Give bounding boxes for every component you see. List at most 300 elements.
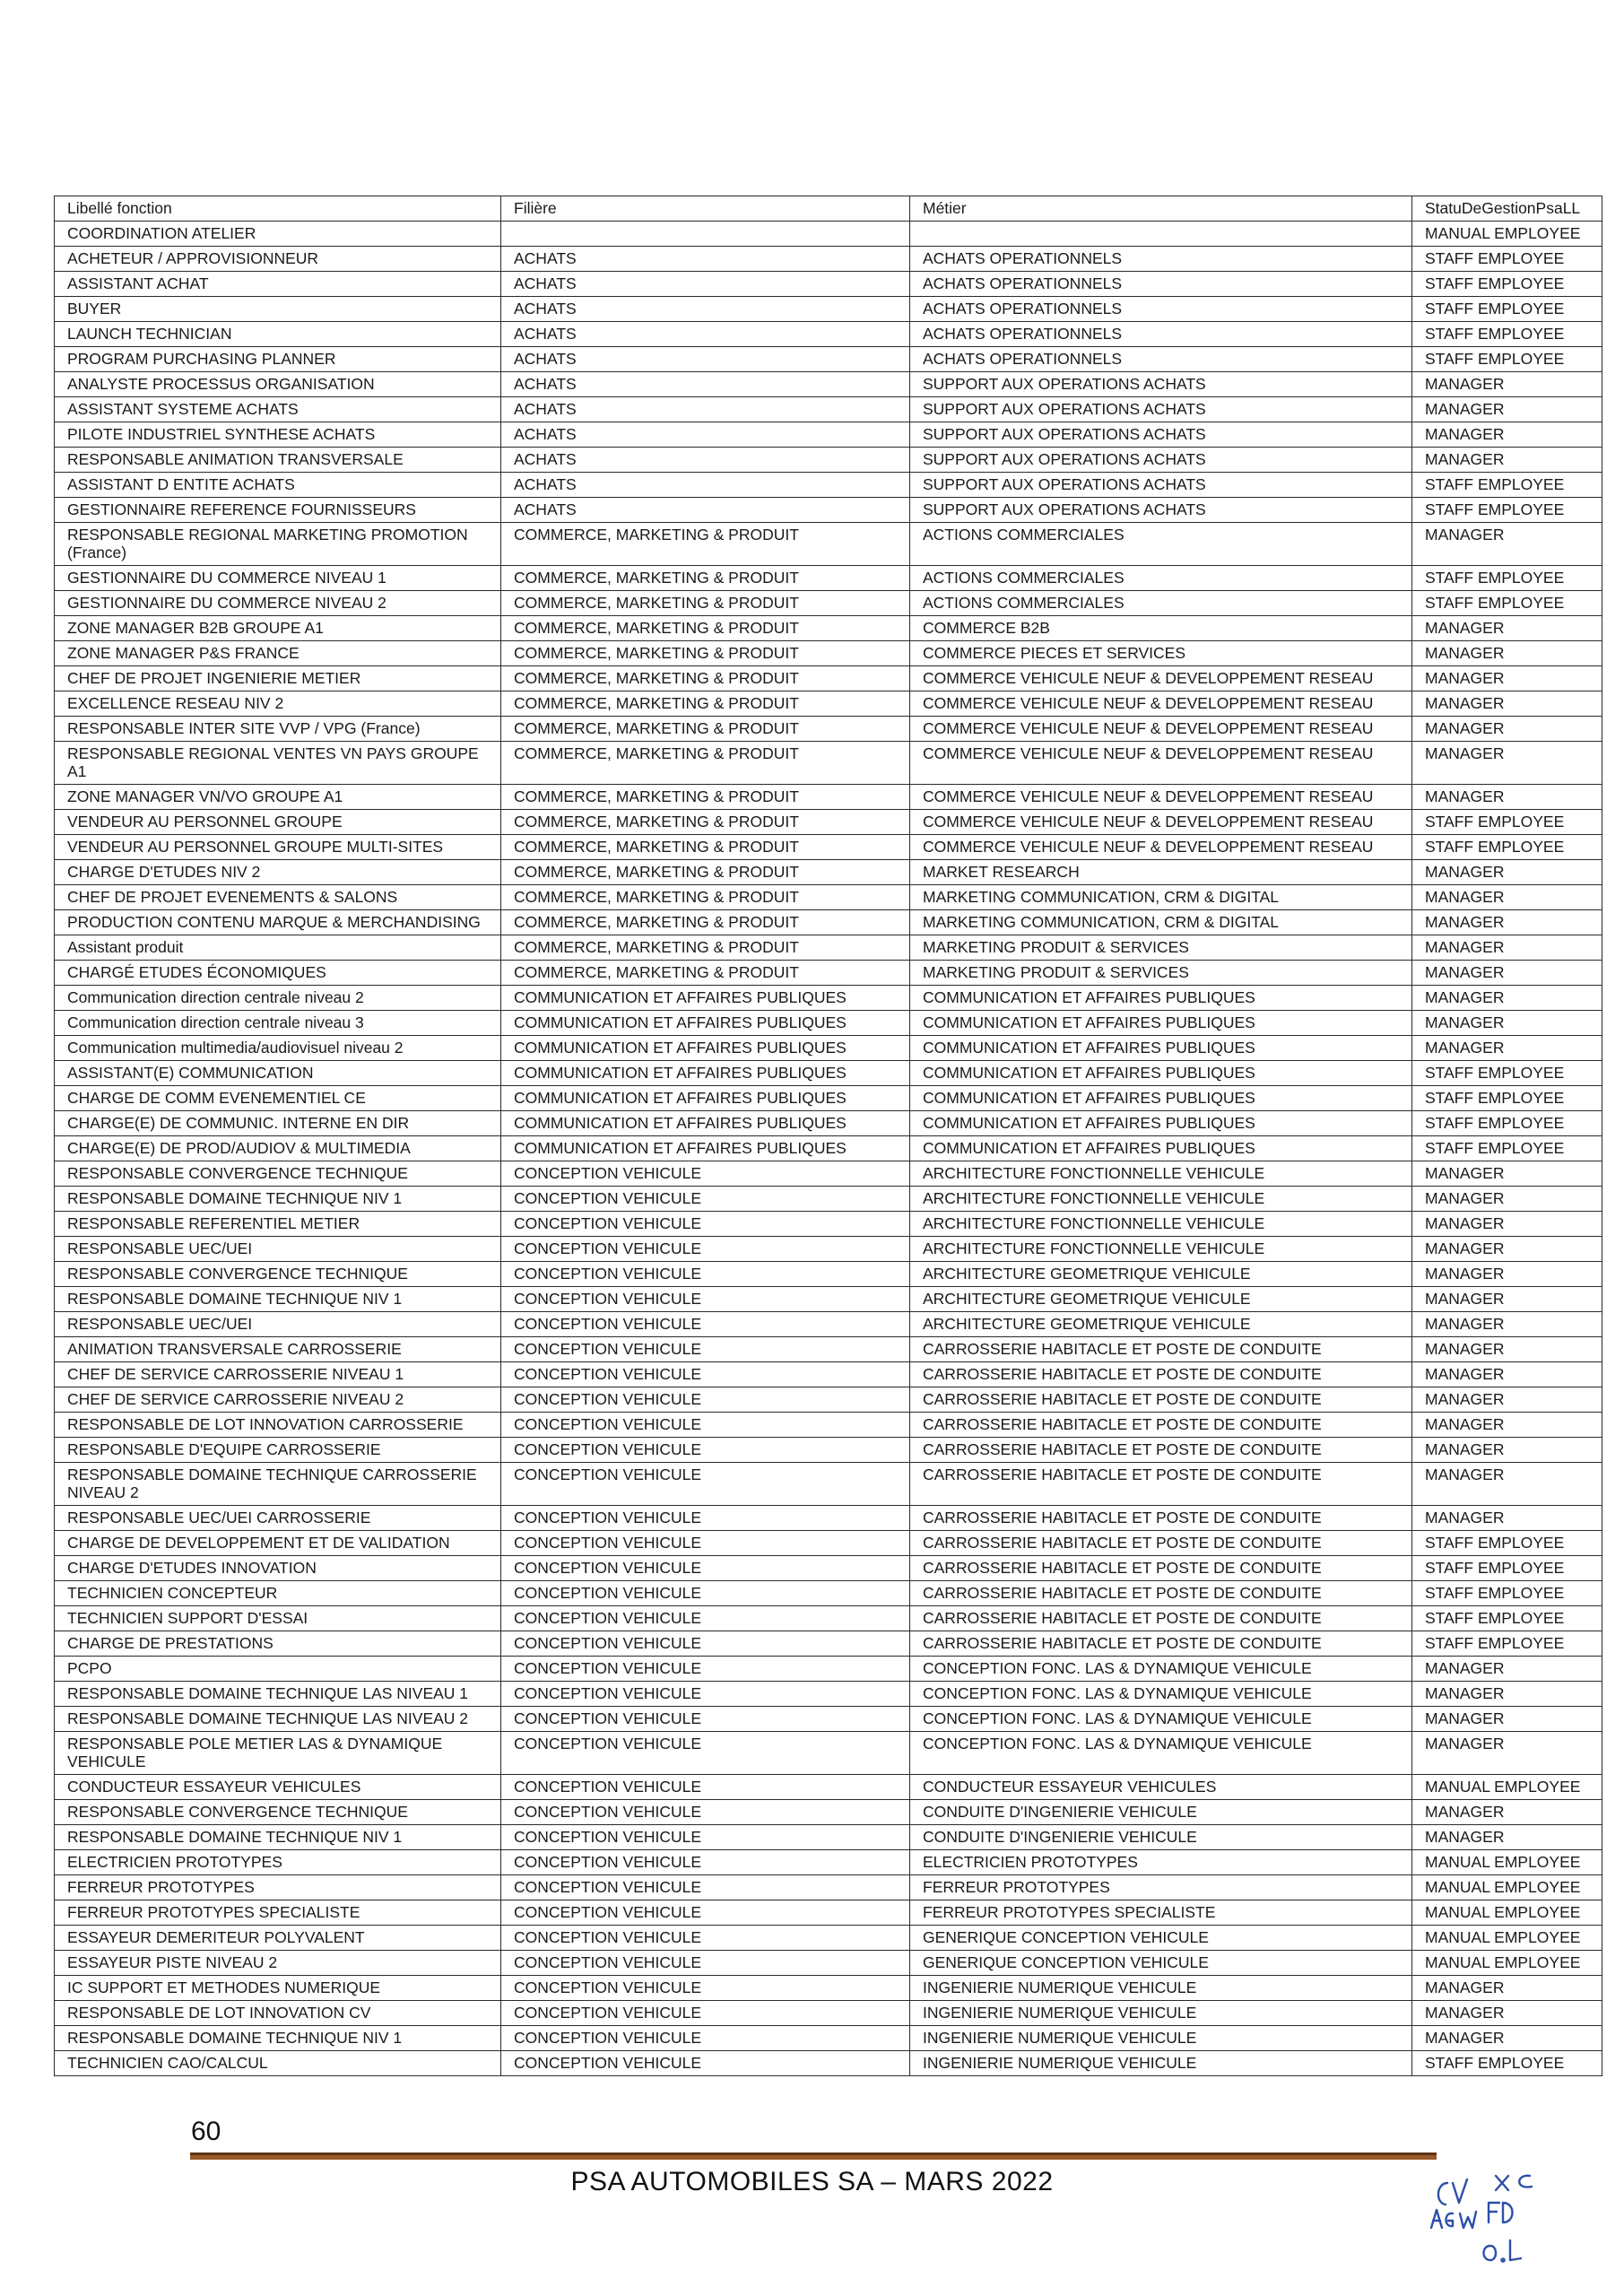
table-row: [55, 1875, 1602, 1900]
table-row: [55, 616, 1602, 641]
metier-cell: SUPPORT AUX OPERATIONS ACHATS: [910, 422, 1412, 448]
libelle-fonction-cell: CHARGE DE DEVELOPPEMENT ET DE VALIDATION: [55, 1531, 501, 1556]
filiere-cell: COMMERCE, MARKETING & PRODUIT: [501, 885, 910, 910]
metier-cell: COMMERCE VEHICULE NEUF & DEVELOPPEMENT RESEAU: [910, 785, 1412, 810]
libelle-fonction-cell: VENDEUR AU PERSONNEL GROUPE MULTI-SITES: [55, 835, 501, 860]
metier-cell: ELECTRICIEN PROTOTYPES: [910, 1850, 1412, 1875]
table-row: [55, 641, 1602, 666]
statut-cell: MANUAL EMPLOYEE: [1412, 222, 1602, 247]
metier-cell: ARCHITECTURE GEOMETRIQUE VEHICULE: [910, 1262, 1412, 1287]
filiere-cell: COMMERCE, MARKETING & PRODUIT: [501, 717, 910, 742]
libelle-fonction-cell: ESSAYEUR PISTE NIVEAU 2: [55, 1951, 501, 1976]
metier-cell: COMMUNICATION ET AFFAIRES PUBLIQUES: [910, 1011, 1412, 1036]
statut-cell: MANAGER: [1412, 885, 1602, 910]
statut-cell: MANAGER: [1412, 641, 1602, 666]
table-row: [55, 1312, 1602, 1337]
statut-cell: MANAGER: [1412, 372, 1602, 397]
statut-cell: MANUAL EMPLOYEE: [1412, 1875, 1602, 1900]
libelle-fonction-cell: GESTIONNAIRE DU COMMERCE NIVEAU 1: [55, 566, 501, 591]
statut-cell: MANAGER: [1412, 1413, 1602, 1438]
filiere-cell: [501, 222, 910, 247]
libelle-fonction-cell: RESPONSABLE DOMAINE TECHNIQUE NIV 1: [55, 2026, 501, 2051]
metier-cell: CARROSSERIE HABITACLE ET POSTE DE CONDUITE: [910, 1631, 1412, 1657]
filiere-cell: COMMUNICATION ET AFFAIRES PUBLIQUES: [501, 986, 910, 1011]
statut-cell: STAFF EMPLOYEE: [1412, 1136, 1602, 1161]
filiere-cell: COMMERCE, MARKETING & PRODUIT: [501, 691, 910, 717]
libelle-fonction-cell: CHEF DE SERVICE CARROSSERIE NIVEAU 1: [55, 1362, 501, 1387]
libelle-fonction-cell: RESPONSABLE ANIMATION TRANSVERSALE: [55, 448, 501, 473]
libelle-fonction-cell: TECHNICIEN SUPPORT D'ESSAI: [55, 1606, 501, 1631]
table-row: [55, 1657, 1602, 1682]
metier-cell: ARCHITECTURE FONCTIONNELLE VEHICULE: [910, 1237, 1412, 1262]
table-row: [55, 1800, 1602, 1825]
filiere-cell: COMMERCE, MARKETING & PRODUIT: [501, 935, 910, 961]
filiere-cell: CONCEPTION VEHICULE: [501, 2051, 910, 2076]
filiere-cell: CONCEPTION VEHICULE: [501, 2026, 910, 2051]
filiere-cell: COMMUNICATION ET AFFAIRES PUBLIQUES: [501, 1111, 910, 1136]
table-row: [55, 397, 1602, 422]
column-header-libelle-fonction: Libellé fonction: [55, 196, 501, 222]
statut-cell: MANAGER: [1412, 1800, 1602, 1825]
filiere-cell: COMMERCE, MARKETING & PRODUIT: [501, 810, 910, 835]
libelle-fonction-cell: RESPONSABLE REGIONAL MARKETING PROMOTION (France): [55, 523, 501, 566]
libelle-fonction-cell: RESPONSABLE D'EQUIPE CARROSSERIE: [55, 1438, 501, 1463]
filiere-cell: COMMERCE, MARKETING & PRODUIT: [501, 910, 910, 935]
filiere-cell: ACHATS: [501, 397, 910, 422]
filiere-cell: COMMERCE, MARKETING & PRODUIT: [501, 666, 910, 691]
metier-cell: SUPPORT AUX OPERATIONS ACHATS: [910, 473, 1412, 498]
filiere-cell: CONCEPTION VEHICULE: [501, 1732, 910, 1775]
table-row: [55, 247, 1602, 272]
metier-cell: GENERIQUE CONCEPTION VEHICULE: [910, 1926, 1412, 1951]
statut-cell: MANAGER: [1412, 935, 1602, 961]
table-row: [55, 1850, 1602, 1875]
metier-cell: SUPPORT AUX OPERATIONS ACHATS: [910, 397, 1412, 422]
metier-cell: CARROSSERIE HABITACLE ET POSTE DE CONDUITE: [910, 1337, 1412, 1362]
statut-cell: MANAGER: [1412, 1036, 1602, 1061]
table-row: [55, 1061, 1602, 1086]
statut-cell: MANAGER: [1412, 1506, 1602, 1531]
statut-cell: MANAGER: [1412, 1657, 1602, 1682]
statut-cell: MANAGER: [1412, 1463, 1602, 1506]
libelle-fonction-cell: CHARGE D'ETUDES NIV 2: [55, 860, 501, 885]
filiere-cell: ACHATS: [501, 297, 910, 322]
libelle-fonction-cell: RESPONSABLE REFERENTIEL METIER: [55, 1212, 501, 1237]
statut-cell: MANAGER: [1412, 691, 1602, 717]
libelle-fonction-cell: ACHETEUR / APPROVISIONNEUR: [55, 247, 501, 272]
metier-cell: COMMUNICATION ET AFFAIRES PUBLIQUES: [910, 1086, 1412, 1111]
statut-cell: MANAGER: [1412, 1362, 1602, 1387]
table-row: [55, 1732, 1602, 1775]
metier-cell: CARROSSERIE HABITACLE ET POSTE DE CONDUITE: [910, 1556, 1412, 1581]
footer-company-date: PSA AUTOMOBILES SA – MARS 2022: [570, 2167, 1054, 2196]
filiere-cell: CONCEPTION VEHICULE: [501, 1531, 910, 1556]
statut-cell: STAFF EMPLOYEE: [1412, 2051, 1602, 2076]
filiere-cell: CONCEPTION VEHICULE: [501, 1463, 910, 1506]
libelle-fonction-cell: GESTIONNAIRE REFERENCE FOURNISSEURS: [55, 498, 501, 523]
statut-cell: STAFF EMPLOYEE: [1412, 322, 1602, 347]
table-row: [55, 1531, 1602, 1556]
filiere-cell: CONCEPTION VEHICULE: [501, 1556, 910, 1581]
filiere-cell: ACHATS: [501, 347, 910, 372]
statut-cell: MANAGER: [1412, 1287, 1602, 1312]
table-row: [55, 322, 1602, 347]
metier-cell: COMMUNICATION ET AFFAIRES PUBLIQUES: [910, 986, 1412, 1011]
statut-cell: STAFF EMPLOYEE: [1412, 1086, 1602, 1111]
filiere-cell: COMMUNICATION ET AFFAIRES PUBLIQUES: [501, 1136, 910, 1161]
table-row: [55, 717, 1602, 742]
filiere-cell: CONCEPTION VEHICULE: [501, 1825, 910, 1850]
metier-cell: ACTIONS COMMERCIALES: [910, 566, 1412, 591]
filiere-cell: ACHATS: [501, 498, 910, 523]
metier-cell: CONDUCTEUR ESSAYEUR VEHICULES: [910, 1775, 1412, 1800]
statut-cell: STAFF EMPLOYEE: [1412, 1556, 1602, 1581]
table-row: [55, 1212, 1602, 1237]
table-row: [55, 1111, 1602, 1136]
table-row: [55, 1011, 1602, 1036]
statut-cell: MANAGER: [1412, 961, 1602, 986]
statut-cell: STAFF EMPLOYEE: [1412, 591, 1602, 616]
filiere-cell: ACHATS: [501, 422, 910, 448]
metier-cell: INGENIERIE NUMERIQUE VEHICULE: [910, 2001, 1412, 2026]
metier-cell: COMMUNICATION ET AFFAIRES PUBLIQUES: [910, 1036, 1412, 1061]
metier-cell: MARKETING COMMUNICATION, CRM & DIGITAL: [910, 910, 1412, 935]
filiere-cell: COMMERCE, MARKETING & PRODUIT: [501, 860, 910, 885]
filiere-cell: COMMERCE, MARKETING & PRODUIT: [501, 742, 910, 785]
filiere-cell: COMMERCE, MARKETING & PRODUIT: [501, 566, 910, 591]
libelle-fonction-cell: COORDINATION ATELIER: [55, 222, 501, 247]
table-row: [55, 1951, 1602, 1976]
libelle-fonction-cell: RESPONSABLE UEC/UEI CARROSSERIE: [55, 1506, 501, 1531]
statut-cell: MANAGER: [1412, 1011, 1602, 1036]
metier-cell: CONCEPTION FONC. LAS & DYNAMIQUE VEHICULE: [910, 1657, 1412, 1682]
libelle-fonction-cell: ZONE MANAGER VN/VO GROUPE A1: [55, 785, 501, 810]
metier-cell: ARCHITECTURE GEOMETRIQUE VEHICULE: [910, 1312, 1412, 1337]
table-header-row: [55, 196, 1602, 222]
table-row: [55, 347, 1602, 372]
statut-cell: STAFF EMPLOYEE: [1412, 810, 1602, 835]
table-row: [55, 272, 1602, 297]
table-row: [55, 860, 1602, 885]
statut-cell: MANAGER: [1412, 1212, 1602, 1237]
libelle-fonction-cell: RESPONSABLE DE LOT INNOVATION CARROSSERIE: [55, 1413, 501, 1438]
table-row: [55, 1926, 1602, 1951]
table-row: [55, 1161, 1602, 1187]
filiere-cell: COMMERCE, MARKETING & PRODUIT: [501, 591, 910, 616]
metier-cell: COMMERCE B2B: [910, 616, 1412, 641]
filiere-cell: ACHATS: [501, 322, 910, 347]
page-number: 60: [191, 2117, 221, 2146]
statut-cell: STAFF EMPLOYEE: [1412, 1531, 1602, 1556]
metier-cell: ACHATS OPERATIONNELS: [910, 297, 1412, 322]
metier-cell: COMMERCE PIECES ET SERVICES: [910, 641, 1412, 666]
libelle-fonction-cell: GESTIONNAIRE DU COMMERCE NIVEAU 2: [55, 591, 501, 616]
filiere-cell: COMMERCE, MARKETING & PRODUIT: [501, 835, 910, 860]
statut-cell: MANAGER: [1412, 448, 1602, 473]
filiere-cell: ACHATS: [501, 372, 910, 397]
metier-cell: ACHATS OPERATIONNELS: [910, 247, 1412, 272]
statut-cell: MANAGER: [1412, 1387, 1602, 1413]
statut-cell: MANAGER: [1412, 910, 1602, 935]
table-row: [55, 566, 1602, 591]
statut-cell: MANAGER: [1412, 742, 1602, 785]
metier-cell: ARCHITECTURE FONCTIONNELLE VEHICULE: [910, 1212, 1412, 1237]
statut-cell: MANAGER: [1412, 523, 1602, 566]
table-row: [55, 2001, 1602, 2026]
filiere-cell: CONCEPTION VEHICULE: [501, 1951, 910, 1976]
filiere-cell: ACHATS: [501, 473, 910, 498]
statut-cell: MANAGER: [1412, 1312, 1602, 1337]
statut-cell: MANUAL EMPLOYEE: [1412, 1951, 1602, 1976]
metier-cell: SUPPORT AUX OPERATIONS ACHATS: [910, 372, 1412, 397]
filiere-cell: CONCEPTION VEHICULE: [501, 1775, 910, 1800]
libelle-fonction-cell: BUYER: [55, 297, 501, 322]
metier-cell: ACTIONS COMMERCIALES: [910, 591, 1412, 616]
statut-cell: MANUAL EMPLOYEE: [1412, 1850, 1602, 1875]
metier-cell: CARROSSERIE HABITACLE ET POSTE DE CONDUITE: [910, 1531, 1412, 1556]
table-row: [55, 222, 1602, 247]
table-row: [55, 1337, 1602, 1362]
table-row: [55, 810, 1602, 835]
statut-cell: MANAGER: [1412, 1707, 1602, 1732]
filiere-cell: CONCEPTION VEHICULE: [501, 1800, 910, 1825]
filiere-cell: CONCEPTION VEHICULE: [501, 1287, 910, 1312]
metier-cell: INGENIERIE NUMERIQUE VEHICULE: [910, 2026, 1412, 2051]
filiere-cell: ACHATS: [501, 272, 910, 297]
column-header-statut: StatuDeGestionPsaLL: [1412, 196, 1602, 222]
statut-cell: STAFF EMPLOYEE: [1412, 1111, 1602, 1136]
libelle-fonction-cell: Assistant produit: [55, 935, 501, 961]
metier-cell: CONCEPTION FONC. LAS & DYNAMIQUE VEHICULE: [910, 1682, 1412, 1707]
libelle-fonction-cell: CHARGE DE COMM EVENEMENTIEL CE: [55, 1086, 501, 1111]
libelle-fonction-cell: RESPONSABLE DOMAINE TECHNIQUE NIV 1: [55, 1287, 501, 1312]
libelle-fonction-cell: PCPO: [55, 1657, 501, 1682]
filiere-cell: CONCEPTION VEHICULE: [501, 2001, 910, 2026]
metier-cell: ACTIONS COMMERCIALES: [910, 523, 1412, 566]
libelle-fonction-cell: ASSISTANT D ENTITE ACHATS: [55, 473, 501, 498]
metier-cell: MARKETING COMMUNICATION, CRM & DIGITAL: [910, 885, 1412, 910]
table-row: [55, 742, 1602, 785]
statut-cell: STAFF EMPLOYEE: [1412, 247, 1602, 272]
libelle-fonction-cell: ANIMATION TRANSVERSALE CARROSSERIE: [55, 1337, 501, 1362]
metier-cell: ACHATS OPERATIONNELS: [910, 272, 1412, 297]
filiere-cell: CONCEPTION VEHICULE: [501, 1262, 910, 1287]
statut-cell: MANAGER: [1412, 986, 1602, 1011]
libelle-fonction-cell: PRODUCTION CONTENU MARQUE & MERCHANDISING: [55, 910, 501, 935]
statut-cell: MANUAL EMPLOYEE: [1412, 1775, 1602, 1800]
libelle-fonction-cell: CHARGE(E) DE COMMUNIC. INTERNE EN DIR: [55, 1111, 501, 1136]
metier-cell: COMMERCE VEHICULE NEUF & DEVELOPPEMENT RESEAU: [910, 742, 1412, 785]
filiere-cell: COMMUNICATION ET AFFAIRES PUBLIQUES: [501, 1011, 910, 1036]
statut-cell: MANAGER: [1412, 860, 1602, 885]
metier-cell: COMMUNICATION ET AFFAIRES PUBLIQUES: [910, 1111, 1412, 1136]
filiere-cell: COMMERCE, MARKETING & PRODUIT: [501, 616, 910, 641]
table-row: [55, 691, 1602, 717]
metier-cell: SUPPORT AUX OPERATIONS ACHATS: [910, 498, 1412, 523]
table-row: [55, 785, 1602, 810]
libelle-fonction-cell: ZONE MANAGER P&S FRANCE: [55, 641, 501, 666]
statut-cell: STAFF EMPLOYEE: [1412, 272, 1602, 297]
statut-cell: MANAGER: [1412, 1438, 1602, 1463]
table-row: [55, 885, 1602, 910]
libelle-fonction-cell: RESPONSABLE POLE METIER LAS & DYNAMIQUE VEHICULE: [55, 1732, 501, 1775]
filiere-cell: CONCEPTION VEHICULE: [501, 1506, 910, 1531]
metier-cell: COMMUNICATION ET AFFAIRES PUBLIQUES: [910, 1136, 1412, 1161]
filiere-cell: CONCEPTION VEHICULE: [501, 1438, 910, 1463]
table-row: [55, 1237, 1602, 1262]
statut-cell: MANAGER: [1412, 1262, 1602, 1287]
metier-cell: CARROSSERIE HABITACLE ET POSTE DE CONDUITE: [910, 1438, 1412, 1463]
metier-cell: CARROSSERIE HABITACLE ET POSTE DE CONDUITE: [910, 1463, 1412, 1506]
metier-cell: COMMUNICATION ET AFFAIRES PUBLIQUES: [910, 1061, 1412, 1086]
statut-cell: MANAGER: [1412, 1732, 1602, 1775]
metier-cell: CARROSSERIE HABITACLE ET POSTE DE CONDUITE: [910, 1506, 1412, 1531]
table-row: [55, 1581, 1602, 1606]
metier-cell: CARROSSERIE HABITACLE ET POSTE DE CONDUITE: [910, 1606, 1412, 1631]
libelle-fonction-cell: VENDEUR AU PERSONNEL GROUPE: [55, 810, 501, 835]
libelle-fonction-cell: Communication direction centrale niveau 2: [55, 986, 501, 1011]
statut-cell: STAFF EMPLOYEE: [1412, 1631, 1602, 1657]
libelle-fonction-cell: EXCELLENCE RESEAU NIV 2: [55, 691, 501, 717]
libelle-fonction-cell: ASSISTANT(E) COMMUNICATION: [55, 1061, 501, 1086]
statut-cell: MANAGER: [1412, 2001, 1602, 2026]
table-row: [55, 2051, 1602, 2076]
metier-cell: ARCHITECTURE GEOMETRIQUE VEHICULE: [910, 1287, 1412, 1312]
filiere-cell: COMMUNICATION ET AFFAIRES PUBLIQUES: [501, 1086, 910, 1111]
metier-cell: ACHATS OPERATIONNELS: [910, 322, 1412, 347]
footer-divider: [190, 2152, 1437, 2160]
libelle-fonction-cell: Communication direction centrale niveau 3: [55, 1011, 501, 1036]
table-row: [55, 1900, 1602, 1926]
table-row: [55, 1438, 1602, 1463]
statut-cell: MANAGER: [1412, 1237, 1602, 1262]
statut-cell: STAFF EMPLOYEE: [1412, 1606, 1602, 1631]
libelle-fonction-cell: CHARGE DE PRESTATIONS: [55, 1631, 501, 1657]
libelle-fonction-cell: RESPONSABLE DOMAINE TECHNIQUE LAS NIVEAU 1: [55, 1682, 501, 1707]
table-row: [55, 1187, 1602, 1212]
filiere-cell: CONCEPTION VEHICULE: [501, 1337, 910, 1362]
statut-cell: MANAGER: [1412, 1825, 1602, 1850]
table-row: [55, 1387, 1602, 1413]
metier-cell: CONCEPTION FONC. LAS & DYNAMIQUE VEHICULE: [910, 1732, 1412, 1775]
libelle-fonction-cell: PILOTE INDUSTRIEL SYNTHESE ACHATS: [55, 422, 501, 448]
libelle-fonction-cell: TECHNICIEN CONCEPTEUR: [55, 1581, 501, 1606]
table-row: [55, 1506, 1602, 1531]
table-row: [55, 961, 1602, 986]
metier-cell: CARROSSERIE HABITACLE ET POSTE DE CONDUITE: [910, 1581, 1412, 1606]
statut-cell: STAFF EMPLOYEE: [1412, 347, 1602, 372]
table-row: [55, 523, 1602, 566]
statut-cell: MANAGER: [1412, 1682, 1602, 1707]
libelle-fonction-cell: ELECTRICIEN PROTOTYPES: [55, 1850, 501, 1875]
table-row: [55, 1825, 1602, 1850]
libelle-fonction-cell: ESSAYEUR DEMERITEUR POLYVALENT: [55, 1926, 501, 1951]
table-row: [55, 1707, 1602, 1732]
column-header-filiere: Filière: [501, 196, 910, 222]
statut-cell: STAFF EMPLOYEE: [1412, 498, 1602, 523]
metier-cell: CARROSSERIE HABITACLE ET POSTE DE CONDUITE: [910, 1362, 1412, 1387]
table-row: [55, 835, 1602, 860]
table-row: [55, 1976, 1602, 2001]
filiere-cell: CONCEPTION VEHICULE: [501, 1581, 910, 1606]
filiere-cell: CONCEPTION VEHICULE: [501, 1387, 910, 1413]
statut-cell: MANAGER: [1412, 616, 1602, 641]
libelle-fonction-cell: Communication multimedia/audiovisuel niveau 2: [55, 1036, 501, 1061]
libelle-fonction-cell: ASSISTANT SYSTEME ACHATS: [55, 397, 501, 422]
table-row: [55, 1556, 1602, 1581]
libelle-fonction-cell: CHEF DE PROJET INGENIERIE METIER: [55, 666, 501, 691]
libelle-fonction-cell: RESPONSABLE CONVERGENCE TECHNIQUE: [55, 1800, 501, 1825]
libelle-fonction-cell: RESPONSABLE DOMAINE TECHNIQUE LAS NIVEAU 2: [55, 1707, 501, 1732]
libelle-fonction-cell: ANALYSTE PROCESSUS ORGANISATION: [55, 372, 501, 397]
table-row: [55, 1136, 1602, 1161]
filiere-cell: CONCEPTION VEHICULE: [501, 1707, 910, 1732]
metier-cell: CONDUITE D'INGENIERIE VEHICULE: [910, 1825, 1412, 1850]
metier-cell: MARKETING PRODUIT & SERVICES: [910, 935, 1412, 961]
libelle-fonction-cell: ASSISTANT ACHAT: [55, 272, 501, 297]
filiere-cell: CONCEPTION VEHICULE: [501, 1926, 910, 1951]
libelle-fonction-cell: ZONE MANAGER B2B GROUPE A1: [55, 616, 501, 641]
table-row: [55, 666, 1602, 691]
table-row: [55, 1036, 1602, 1061]
statut-cell: MANAGER: [1412, 717, 1602, 742]
statut-cell: MANAGER: [1412, 1187, 1602, 1212]
metier-cell: CONDUITE D'INGENIERIE VEHICULE: [910, 1800, 1412, 1825]
filiere-cell: CONCEPTION VEHICULE: [501, 1187, 910, 1212]
table-row: [55, 422, 1602, 448]
statut-cell: MANAGER: [1412, 2026, 1602, 2051]
filiere-cell: CONCEPTION VEHICULE: [501, 1976, 910, 2001]
metier-cell: ARCHITECTURE FONCTIONNELLE VEHICULE: [910, 1187, 1412, 1212]
filiere-cell: COMMERCE, MARKETING & PRODUIT: [501, 961, 910, 986]
table-row: [55, 498, 1602, 523]
filiere-cell: CONCEPTION VEHICULE: [501, 1212, 910, 1237]
job-function-table: [54, 196, 1602, 2076]
filiere-cell: CONCEPTION VEHICULE: [501, 1312, 910, 1337]
metier-cell: CONCEPTION FONC. LAS & DYNAMIQUE VEHICULE: [910, 1707, 1412, 1732]
table-row: [55, 2026, 1602, 2051]
table-row: [55, 1086, 1602, 1111]
statut-cell: MANAGER: [1412, 1976, 1602, 2001]
table-row: [55, 448, 1602, 473]
libelle-fonction-cell: CHEF DE PROJET EVENEMENTS & SALONS: [55, 885, 501, 910]
table-row: [55, 1682, 1602, 1707]
metier-cell: MARKET RESEARCH: [910, 860, 1412, 885]
metier-cell: [910, 222, 1412, 247]
libelle-fonction-cell: RESPONSABLE UEC/UEI: [55, 1237, 501, 1262]
table-row: [55, 1463, 1602, 1506]
filiere-cell: ACHATS: [501, 448, 910, 473]
libelle-fonction-cell: CHEF DE SERVICE CARROSSERIE NIVEAU 2: [55, 1387, 501, 1413]
statut-cell: STAFF EMPLOYEE: [1412, 1581, 1602, 1606]
statut-cell: MANAGER: [1412, 397, 1602, 422]
libelle-fonction-cell: CONDUCTEUR ESSAYEUR VEHICULES: [55, 1775, 501, 1800]
table-row: [55, 1631, 1602, 1657]
libelle-fonction-cell: RESPONSABLE REGIONAL VENTES VN PAYS GROUPE A1: [55, 742, 501, 785]
libelle-fonction-cell: LAUNCH TECHNICIAN: [55, 322, 501, 347]
libelle-fonction-cell: RESPONSABLE DOMAINE TECHNIQUE NIV 1: [55, 1187, 501, 1212]
column-header-metier: Métier: [910, 196, 1412, 222]
metier-cell: COMMERCE VEHICULE NEUF & DEVELOPPEMENT RESEAU: [910, 810, 1412, 835]
filiere-cell: CONCEPTION VEHICULE: [501, 1413, 910, 1438]
filiere-cell: CONCEPTION VEHICULE: [501, 1362, 910, 1387]
metier-cell: CARROSSERIE HABITACLE ET POSTE DE CONDUITE: [910, 1413, 1412, 1438]
libelle-fonction-cell: RESPONSABLE INTER SITE VVP / VPG (France): [55, 717, 501, 742]
metier-cell: GENERIQUE CONCEPTION VEHICULE: [910, 1951, 1412, 1976]
filiere-cell: COMMUNICATION ET AFFAIRES PUBLIQUES: [501, 1036, 910, 1061]
statut-cell: STAFF EMPLOYEE: [1412, 473, 1602, 498]
metier-cell: COMMERCE VEHICULE NEUF & DEVELOPPEMENT RESEAU: [910, 666, 1412, 691]
